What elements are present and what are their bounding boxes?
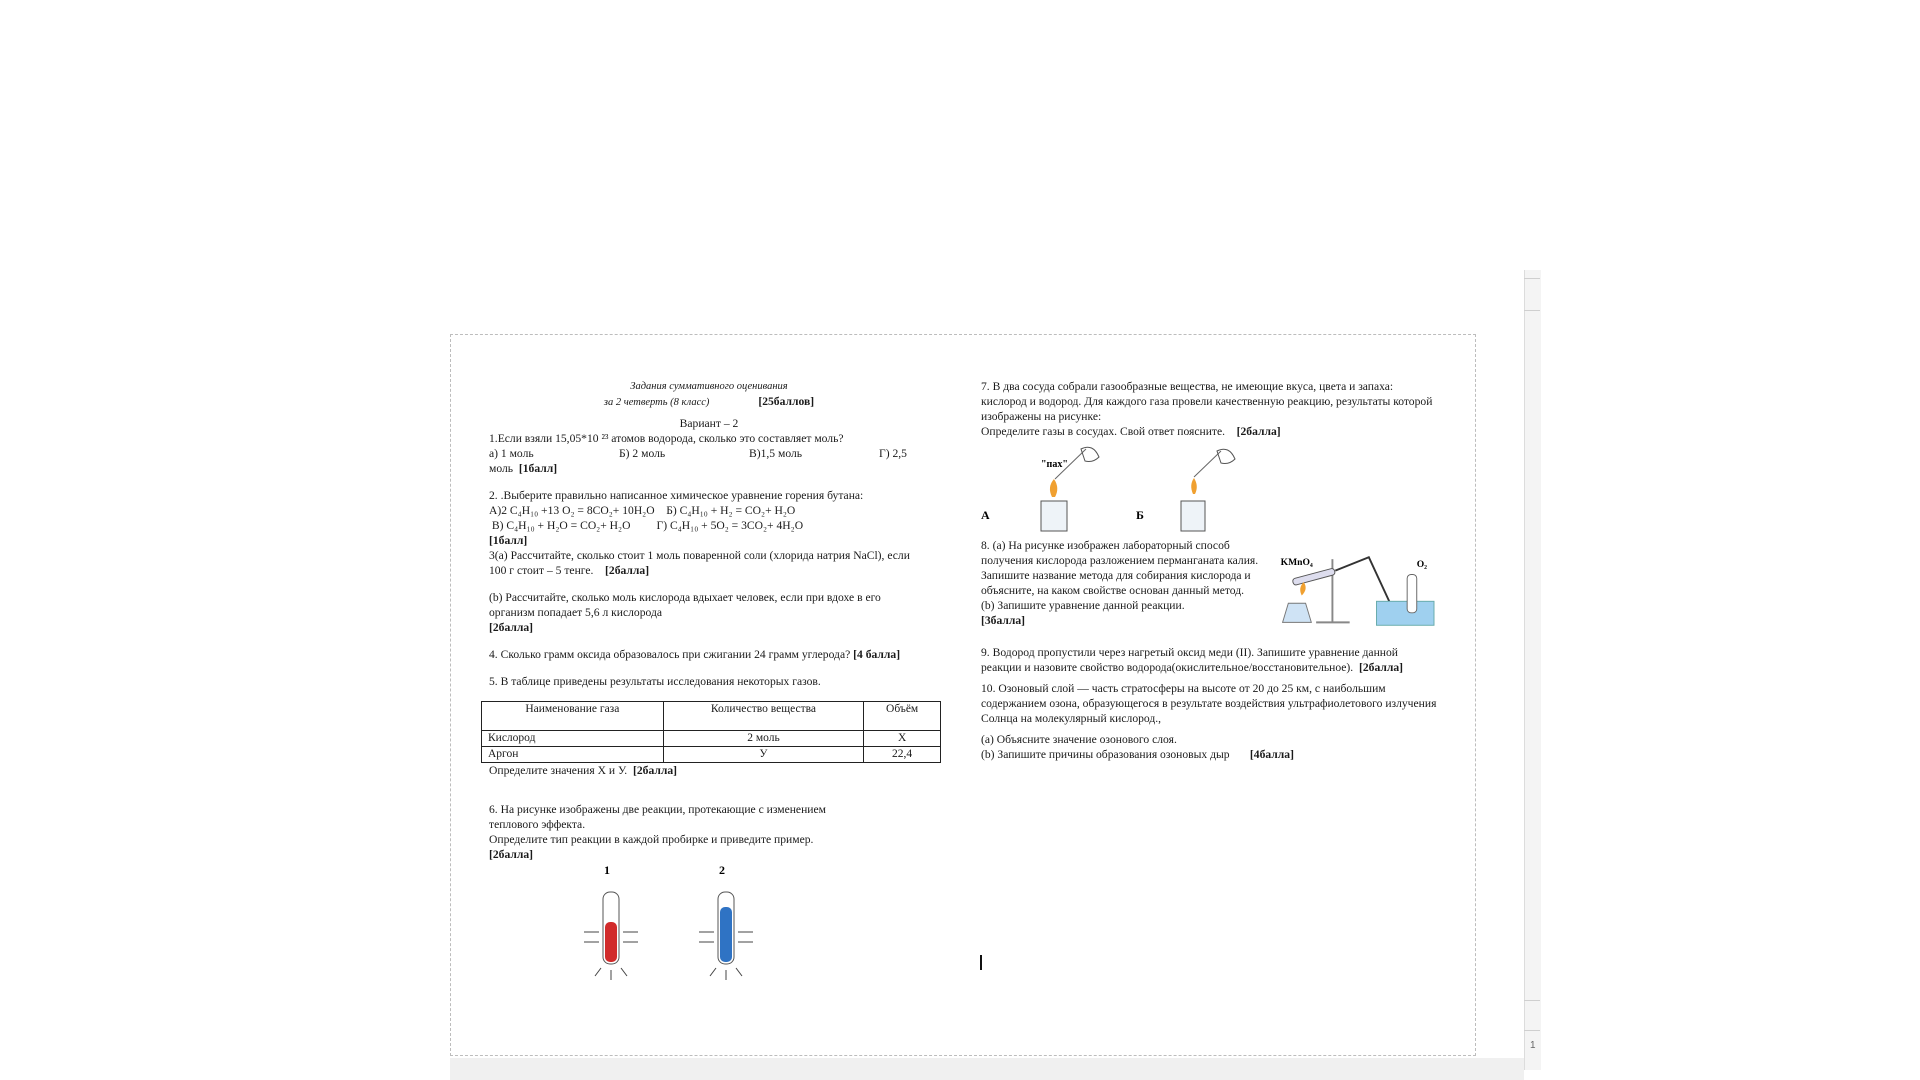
table-cell: Кислород — [482, 731, 664, 747]
q5-points: [2балла] — [632, 764, 678, 777]
q3a — [489, 548, 929, 578]
vessel-label-a: А — [981, 508, 990, 522]
q3b-points: [2балла] — [489, 621, 534, 634]
kmno4-label: KMnO₄ — [1280, 556, 1314, 568]
left-column — [489, 379, 929, 1001]
q8-text-area — [981, 538, 1273, 633]
q7-text: 7. В два сосуда собрали газообразные вещества, не имеющие вкуса, цвета и запаха: кислород и водород. Для каждого газа провели качественную реакцию, результаты которой изображены на рисунке: — [981, 380, 1433, 423]
q1-points: [1балл] — [518, 462, 558, 475]
q7-text2: Определите газы в сосудах. Свой ответ поясните. — [981, 425, 1226, 438]
variant-label: Вариант – 2 — [679, 417, 739, 430]
pop-sound-label: "пах" — [1041, 459, 1068, 470]
q8-block — [981, 538, 1441, 633]
q1-option: Г) 2,5 — [879, 447, 907, 460]
total-points: [25баллов] — [758, 395, 815, 408]
q8-text3: (b) Запишите уравнение данной реакции. — [981, 599, 1185, 612]
scrollbar-divider — [1524, 310, 1540, 311]
q1-option: В)1,5 моль — [749, 447, 803, 460]
table-row — [482, 731, 941, 747]
beaker-b-icon — [1181, 449, 1235, 531]
tube-label: 2 — [719, 863, 725, 877]
q3a-points: [2балла] — [605, 564, 650, 577]
q4-points: [4 балла] — [853, 648, 901, 661]
q6-text1: 6. На рисунке изображены две реакции, протекающие с изменением — [489, 803, 826, 816]
q9 — [981, 645, 1441, 675]
q3b-text: (b) Рассчитайте, сколько моль кислорода вдыхает человек, если при вдохе в его организм попадает 5,6 л кислорода — [489, 591, 881, 619]
q10-points: [4балла] — [1249, 748, 1294, 761]
cold-test-tube-icon — [699, 892, 753, 980]
q6-points: [2балла] — [489, 848, 534, 861]
scrollbar-divider — [1524, 1000, 1540, 1001]
table-cell: X — [864, 731, 941, 747]
scrollbar-divider — [1524, 278, 1540, 279]
q1-text: 1.Если взяли 15,05*10 ²³ атомов водорода, сколько это составляет моль? — [489, 432, 844, 445]
q10-text: 10. Озоновый слой — часть стратосферы на высоте от 20 до 25 км, с наибольшим содержанием озона, образующегося в результате воздействия ультрафиолетового излучения Солнца на молекулярный кислород., — [981, 682, 1437, 725]
q4-text: 4. Сколько грамм оксида образовалось при сжигании 24 грамм углерода? — [489, 648, 851, 661]
vertical-scrollbar[interactable] — [1524, 270, 1541, 1070]
q2-text: 2. .Выберите правильно написанное химическое уравнение горения бутана: — [489, 489, 864, 502]
oxygen-apparatus-figure — [1273, 538, 1441, 633]
vessel-label-b: Б — [1136, 508, 1144, 522]
q1-tail — [489, 461, 929, 476]
q2-points: [1балл] — [489, 534, 528, 547]
q8-text: 8. (a) На рисунке изображен лабораторный способ получения кислорода разложением перманганата калия. — [981, 539, 1259, 567]
gas-table — [481, 701, 941, 763]
scrollbar-divider — [1524, 1030, 1540, 1031]
test-tubes-figure — [489, 862, 929, 997]
q2-line2: В) C₄H₁₀ + H₂O = CO₂+ H₂O Г) C₄H₁₀ + 5O₂ = 3CO₂+ 4H₂O — [489, 519, 804, 532]
table-header: Наименование газа — [482, 702, 664, 731]
q8-points: [3балла] — [981, 614, 1026, 627]
q1-option: а) 1 моль — [489, 447, 534, 460]
table-row — [482, 747, 941, 763]
gas-test-figure — [981, 439, 1441, 534]
table-header: Объём — [864, 702, 941, 731]
q7-points: [2балла] — [1236, 425, 1281, 438]
o2-label: O₂ — [1417, 558, 1428, 570]
q7-line2 — [981, 424, 1441, 439]
table-cell: 2 моль — [663, 731, 864, 747]
q4 — [489, 647, 929, 662]
q1-option: Б) 2 моль — [619, 447, 666, 460]
bottom-scroll-area[interactable] — [450, 1058, 1524, 1080]
table-cell: У — [663, 747, 864, 763]
document-page — [450, 334, 1476, 1056]
q5-text: 5. В таблице приведены результаты исследования некоторых газов. — [489, 675, 821, 688]
hot-test-tube-icon — [584, 892, 638, 980]
q10-b — [981, 747, 1441, 762]
right-column — [981, 379, 1441, 762]
q5-after — [489, 763, 929, 778]
q5-after-text: Определите значения X и У. — [489, 764, 628, 777]
q3a-text: 3(a) Рассчитайте, сколько стоит 1 моль поваренной соли (хлорида натрия NaCl), если 100 г стоит – 5 тенге. — [489, 549, 910, 577]
q10-b-text: (b) Запишите причины образования озоновых дыр — [981, 748, 1230, 761]
q6-text2: теплового эффекта. — [489, 818, 586, 831]
q8-text2: Запишите название метода для собирания кислорода и объясните, на каком свойстве основан данный метод. — [981, 569, 1251, 597]
q9-text: 9. Водород пропустили через нагретый оксид меди (II). Запишите уравнение данной реакции и назовите свойство водорода(окислительное/восстановительное). — [981, 646, 1398, 674]
tube-label: 1 — [604, 863, 610, 877]
doc-title: Задания суммативного оценивания — [630, 381, 788, 392]
table-cell: Аргон — [482, 747, 664, 763]
q6-text3: Определите тип реакции в каждой пробирке и приведите пример. — [489, 833, 814, 846]
water-trough-icon — [1377, 574, 1434, 625]
quarter-label: за 2 четверть (8 класс) — [603, 397, 710, 408]
table-header: Количество вещества — [663, 702, 864, 731]
q2-line1: А)2 C₄H₁₀ +13 O₂ = 8CO₂+ 10H₂O Б) C₄H₁₀ + H₂ = CO₂+ H₂O — [489, 504, 796, 517]
table-cell: 22,4 — [864, 747, 941, 763]
q9-points: [2балла] — [1359, 661, 1404, 674]
doc-subtitle — [489, 394, 929, 410]
q10-a: (a) Объясните значение озонового слоя. — [981, 733, 1177, 746]
table-header-row — [482, 702, 941, 731]
page-number: 1 — [1530, 1040, 1536, 1051]
q1-options — [489, 446, 929, 461]
q1-unit: моль — [489, 462, 514, 475]
text-cursor — [980, 955, 982, 970]
